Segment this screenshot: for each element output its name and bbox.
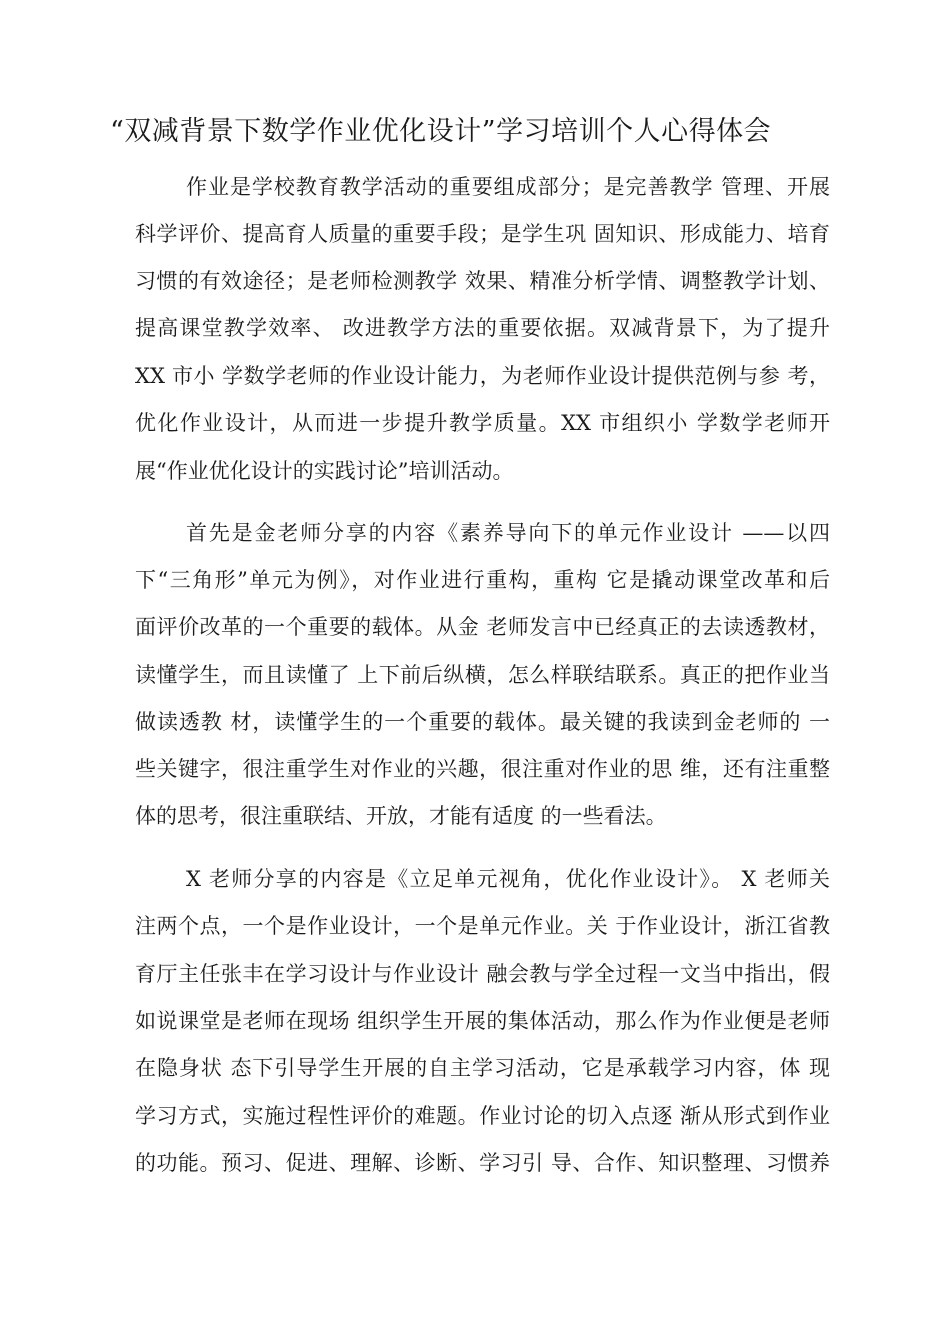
paragraph-line: 读懂学生，而且读懂了 上下前后纵横，怎么样联结联系。真正的把作业当 bbox=[135, 663, 830, 687]
paragraph-line: 体的思考，很注重联结、开放，才能有适度 的一些看法。 bbox=[135, 804, 667, 828]
paragraph-line: 提高课堂教学效率、 改进教学方法的重要依据。双减背景下，为了提升 bbox=[135, 316, 830, 340]
paragraph-line: 育厅主任张丰在学习设计与作业设计 融会教与学全过程一文当中指出，假 bbox=[135, 962, 830, 986]
paragraph-line: 优化作业设计，从而进一步提升教学质量。XX 市组织小 学数学老师开 bbox=[135, 411, 830, 435]
paragraph-line: 的功能。预习、促进、理解、诊断、学习引 导、合作、知识整理、习惯养 bbox=[135, 1151, 830, 1175]
paragraph-line: 做读透教 材，读懂学生的一个重要的载体。最关键的我读到金老师的 一 bbox=[135, 710, 830, 734]
paragraph-line: 如说课堂是老师在现场 组织学生开展的集体活动，那么作为作业便是老师 bbox=[135, 1009, 830, 1033]
paragraph-line: 作业是学校教育教学活动的重要组成部分；是完善教学 管理、开展 bbox=[186, 175, 830, 199]
paragraph-line: 面评价改革的一个重要的载体。从金 老师发言中已经真正的去读透教材， bbox=[135, 615, 830, 639]
paragraph-line: 下“三角形”单元为例》，对作业进行重构，重构 它是撬动课堂改革和后 bbox=[135, 568, 830, 592]
paragraph-line: 展“作业优化设计的实践讨论”培训活动。 bbox=[135, 459, 514, 483]
paragraph-line: 习惯的有效途径；是老师检测教学 效果、精准分析学情、调整教学计划、 bbox=[135, 269, 830, 293]
document-title: “双减背景下数学作业优化设计”学习培训个人心得体会 bbox=[110, 116, 772, 147]
paragraph-line: 注两个点，一个是作业设计，一个是单元作业。关 于作业设计，浙江省教 bbox=[135, 914, 830, 938]
paragraph-line: X 老师分享的内容是《立足单元视角，优化作业设计》。 X 老师关 bbox=[186, 867, 830, 891]
paragraph-line: 首先是金老师分享的内容《素养导向下的单元作业设计 ——以四 bbox=[186, 521, 830, 545]
paragraph-line: 在隐身状 态下引导学生开展的自主学习活动，它是承载学习内容，体 现 bbox=[135, 1056, 830, 1080]
paragraph-line: 科学评价、提高育人质量的重要手段；是学生巩 固知识、形成能力、培育 bbox=[135, 222, 830, 246]
paragraph-line: 学习方式，实施过程性评价的难题。作业讨论的切入点逐 渐从形式到作业 bbox=[135, 1104, 830, 1128]
paragraph-line: XX 市小 学数学老师的作业设计能力，为老师作业设计提供范例与参 考， bbox=[135, 364, 830, 388]
paragraph-line: 些关键字，很注重学生对作业的兴趣，很注重对作业的思 维，还有注重整 bbox=[135, 757, 830, 781]
